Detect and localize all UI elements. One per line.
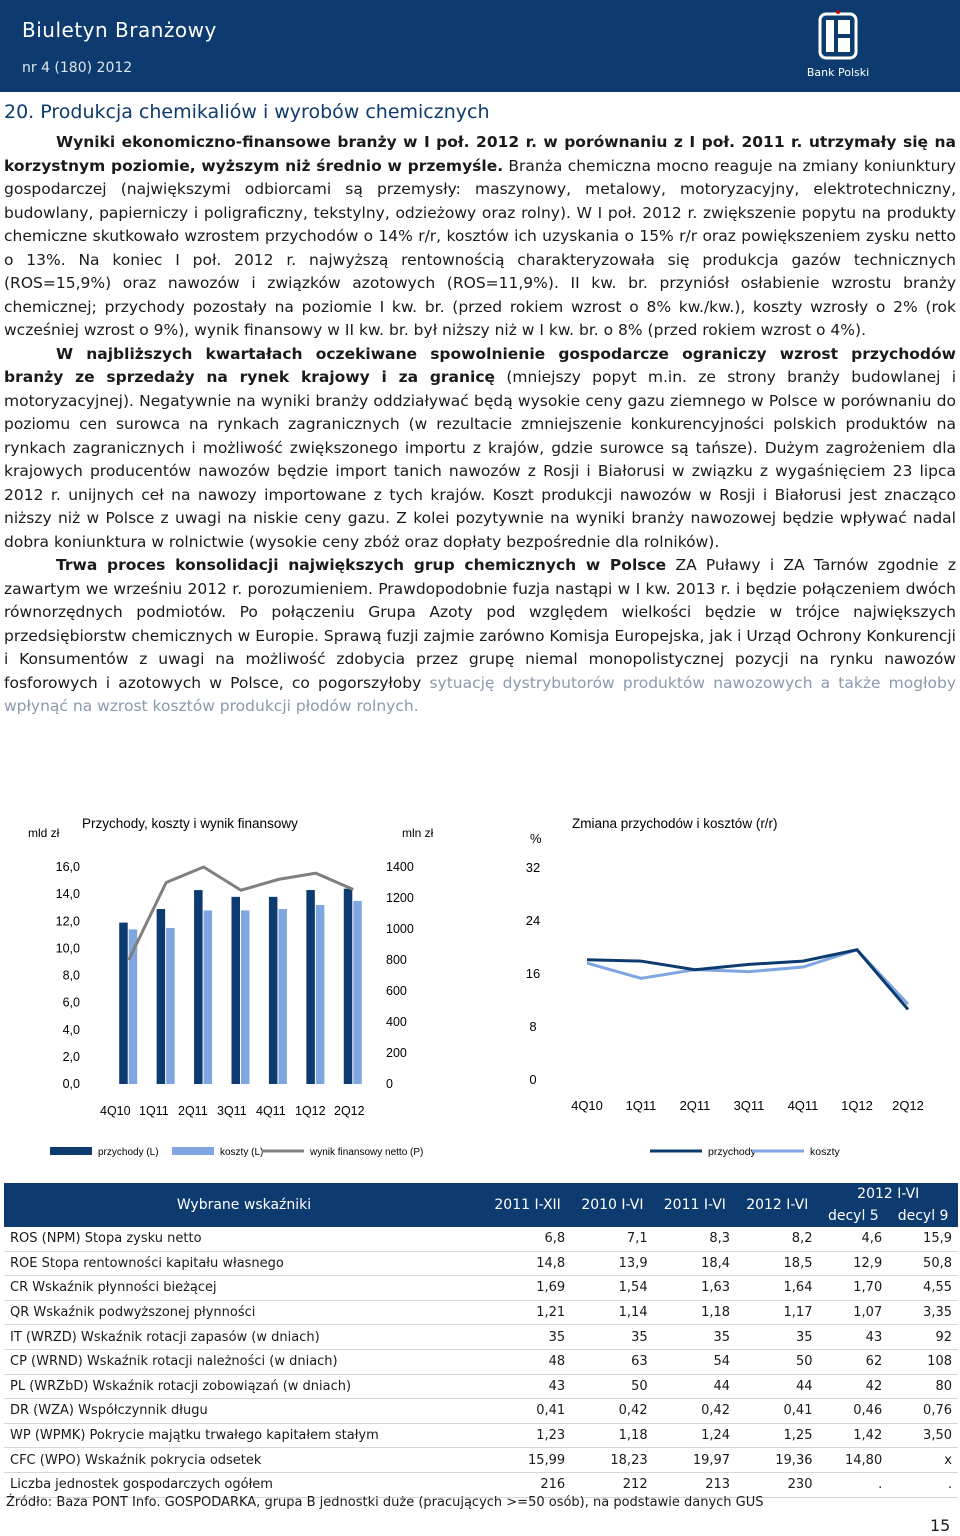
- indicator-value: 4,55: [888, 1276, 958, 1301]
- chart1-right-unit: mln zł: [402, 826, 434, 840]
- bar-koszty: [353, 901, 362, 1084]
- indicator-value: 0,42: [654, 1399, 736, 1424]
- right-tick-label: 1200: [386, 891, 414, 905]
- indicator-value: 0,41: [736, 1399, 818, 1424]
- y-tick-label: 0: [529, 1072, 537, 1087]
- paragraph-1-lead: Wyniki ekonomiczno-finansowe branży w I poł. 2012 r. w porównaniu z I poł. 2011 r. utrzymały się na korzystnym poziomie, wyższym niż średnio w przemyśle.: [4, 133, 956, 175]
- bar-przychody: [344, 889, 353, 1084]
- indicator-value: 1,23: [484, 1423, 571, 1448]
- indicator-value: 35: [736, 1325, 818, 1350]
- table-header-col-4: 2012 I-VI: [736, 1183, 818, 1227]
- bulletin-title: Biuletyn Branżowy: [22, 18, 217, 42]
- indicator-value: 14,80: [818, 1448, 888, 1473]
- issue-number: nr 4 (180) 2012: [22, 60, 133, 76]
- indicator-value: 0,46: [818, 1399, 888, 1424]
- legend-swatch: [172, 1147, 214, 1155]
- indicator-name: WP (WPMK) Pokrycie majątku trwałego kapitałem stałym: [4, 1423, 484, 1448]
- category-label: 3Q11: [217, 1104, 247, 1118]
- indicator-value: .: [818, 1472, 888, 1497]
- indicator-value: 80: [888, 1374, 958, 1399]
- category-label: 1Q12: [841, 1098, 873, 1113]
- indicator-value: 15,9: [888, 1227, 958, 1251]
- indicator-name: DR (WZA) Współczynnik długu: [4, 1399, 484, 1424]
- legend-swatch: [50, 1147, 92, 1155]
- indicator-value: 18,23: [571, 1448, 653, 1473]
- indicator-value: 18,5: [736, 1251, 818, 1276]
- section-title: 20. Produkcja chemikaliów i wyrobów chemicznych: [4, 101, 490, 123]
- indicator-value: 1,25: [736, 1423, 818, 1448]
- indicator-value: 19,36: [736, 1448, 818, 1473]
- table-header-col-3: 2011 I-VI: [654, 1183, 736, 1227]
- revenue-cost-change-chart: [480, 805, 960, 1165]
- legend-label: przychody (L): [98, 1147, 159, 1158]
- category-label: 4Q11: [256, 1104, 286, 1118]
- indicator-value: 1,63: [654, 1276, 736, 1301]
- paragraph-1-text: Branża chemiczna mocno reaguje na zmiany koniunktury gospodarczej (największymi odbiorcami są przemysły: maszynowy, metalowy, motoryzacyjny, elektrotechniczny, budowlany, papierniczy i poligraficzny, tekstylny, odzieżowy oraz rolny). W I poł. 2012 r. zwiększenie popytu na produkty chemiczne skutkowało wzrostem przychodów o 14% r/r, kosztów ich uzyskania o 15% r/r oraz powiększeniem zysku netto o 13%. Na koniec I poł. 2012 r. najwyższą rentownością charakteryzowała się produkcja gazów technicznych (ROS=15,9%) oraz nawozów i związków azotowych (ROS=11,9%). II kw. br. przyniósł osłabienie wzrostu branży chemicznej; przychody pozostały na poziomie I kw. br. (przed rokiem wzrost o 8% kw./kw.), koszty wzrosły o 2% (rok wcześniej wzrost o 9%), wynik finansowy w II kw. br. był niższy niż w I kw. br. o 8% (przed rokiem wzrost o 4%).: [4, 156, 956, 339]
- bar-koszty: [278, 909, 287, 1084]
- indicator-value: 1,18: [571, 1423, 653, 1448]
- indicator-value: 18,4: [654, 1251, 736, 1276]
- indicator-value: 4,6: [818, 1227, 888, 1251]
- paragraph-2: [4, 343, 956, 555]
- category-label: 2Q11: [178, 1104, 208, 1118]
- bar-przychody: [269, 897, 278, 1084]
- table-header-title: Wybrane wskaźniki: [4, 1183, 484, 1227]
- table-header-col-2: 2010 I-VI: [571, 1183, 653, 1227]
- left-tick-label: 12,0: [55, 914, 80, 929]
- bar-koszty: [241, 910, 250, 1084]
- paragraph-2-text: (mniejszy popyt m.in. ze strony branży budowlanej i motoryzacyjnej). Negatywnie na wyniki branży oddziaływać będą wysokie ceny gazu ziemnego w Polsce w porównaniu do poziomu cen surowca na rynkach zagranicznych (w rezultacie zmniejszenie konkurencyjności polskich produktów na rynkach zagranicznych i możliwość zwiększonego importu z krajów, gdzie surowce są tańsze). Dużym zagrożeniem dla krajowych producentów nawozów będzie import tanich nawozów z Rosji i Białorusi w związku z wygaśnięciem 23 lipca 2012 r. unijnych ceł na nawozy importowane z tych krajów. Koszt produkcji nawozów w Rosji i Białorusi jest znacząco niższy niż w Polsce z uwagi na niskie ceny gazu. Z kolei pozytywnie na wyniki branży nawozowej będzie wpływać nadal dobra koniunktura w rolnictwie (wysokie ceny zbóż oraz dopłaty bezpośrednie dla rolników).: [4, 368, 956, 551]
- indicator-name: CR Wskaźnik płynności bieżącej: [4, 1276, 484, 1301]
- indicator-name: CFC (WPO) Wskaźnik pokrycia odsetek: [4, 1448, 484, 1473]
- indicator-value: 108: [888, 1349, 958, 1374]
- table-row: [4, 1399, 958, 1424]
- legend-label: koszty (L): [220, 1147, 264, 1158]
- indicator-value: .: [888, 1472, 958, 1497]
- y-tick-label: 24: [525, 913, 541, 928]
- paragraph-3-lead: Trwa proces konsolidacji największych grup chemicznych w Polsce: [56, 556, 667, 574]
- paragraph-3: [4, 554, 956, 719]
- source-note: Źródło: Baza PONT Info. GOSPODARKA, grupa B jednostki duże (pracujących >=50 osób), na podstawie danych GUS: [6, 1495, 764, 1510]
- financial-indicators-table: [4, 1183, 958, 1498]
- y-tick-label: 8: [529, 1019, 537, 1034]
- category-label: 1Q12: [295, 1104, 326, 1118]
- y-tick-label: 32: [525, 860, 541, 875]
- left-tick-label: 6,0: [62, 995, 80, 1010]
- table-row: [4, 1349, 958, 1374]
- indicator-name: CP (WRND) Wskaźnik rotacji należności (w dniach): [4, 1349, 484, 1374]
- category-label: 2Q12: [334, 1104, 365, 1118]
- category-label: 3Q11: [733, 1098, 765, 1113]
- indicator-value: 0,42: [571, 1399, 653, 1424]
- right-tick-label: 200: [386, 1046, 407, 1060]
- table-row: [4, 1374, 958, 1399]
- indicator-value: 50: [571, 1374, 653, 1399]
- legend-label: wynik finansowy netto (P): [310, 1147, 424, 1158]
- right-tick-label: 0: [386, 1077, 393, 1091]
- indicator-value: 35: [571, 1325, 653, 1350]
- indicator-value: 1,69: [484, 1276, 571, 1301]
- indicator-value: 43: [484, 1374, 571, 1399]
- indicator-value: 3,50: [888, 1423, 958, 1448]
- right-tick-label: 800: [386, 953, 407, 967]
- indicator-value: 0,41: [484, 1399, 571, 1424]
- bar-koszty: [316, 905, 325, 1084]
- left-tick-label: 8,0: [62, 968, 80, 983]
- bar-przychody: [306, 890, 315, 1084]
- indicator-value: 54: [654, 1349, 736, 1374]
- category-label: 1Q11: [139, 1104, 169, 1118]
- indicator-value: 50: [736, 1349, 818, 1374]
- article-body: [4, 131, 956, 719]
- right-tick-label: 400: [386, 1015, 407, 1029]
- indicator-value: 43: [818, 1325, 888, 1350]
- paragraph-3-faded-text: sytuację dystrybutorów produktów nawozowych a także mogłoby wpłynąć na wzrost kosztów produkcji płodów rolnych.: [4, 673, 956, 715]
- indicator-value: x: [888, 1448, 958, 1473]
- indicator-name: QR Wskaźnik podwyższonej płynności: [4, 1300, 484, 1325]
- logo-caption: Bank Polski: [806, 66, 870, 79]
- table-header-decyl-9: decyl 9: [888, 1205, 958, 1227]
- indicator-value: 6,8: [484, 1227, 571, 1251]
- table-header-decyl-5: decyl 5: [818, 1205, 888, 1227]
- indicator-value: 7,1: [571, 1227, 653, 1251]
- table-row: [4, 1251, 958, 1276]
- table-header-group: 2012 I-VI: [818, 1183, 958, 1205]
- y-tick-label: 16: [525, 966, 541, 981]
- table-row: [4, 1472, 958, 1497]
- indicator-value: 48: [484, 1349, 571, 1374]
- paragraph-2-lead: W najbliższych kwartałach oczekiwane spowolnienie gospodarcze ograniczy wzrost przychodów branży ze sprzedaży na rynek krajowy i za granicę: [4, 344, 956, 386]
- indicator-value: 1,64: [736, 1276, 818, 1301]
- indicator-value: 50,8: [888, 1251, 958, 1276]
- chart1-title: Przychody, koszty i wynik finansowy: [82, 816, 298, 831]
- indicator-value: 230: [736, 1472, 818, 1497]
- indicator-value: 19,97: [654, 1448, 736, 1473]
- indicator-value: 1,24: [654, 1423, 736, 1448]
- indicator-value: 92: [888, 1325, 958, 1350]
- bar-przychody: [119, 923, 128, 1084]
- paragraph-3-text: ZA Puławy i ZA Tarnów zgodnie z zawartym we wrześniu 2012 r. porozumieniem. Prawdopodobnie fuzja nastąpi w I kw. 2013 r. i będzie połączeniem dwóch równorzędnych podmiotów. Po połączeniu Grupa Azoty pod względem wielkości będzie w trójce największych przedsiębiorstw chemicznych w Europie. Sprawą fuzji zajmie zarówno Komisja Europejska, jak i Urząd Ochrony Konkurencji i Konsumentów z uwagi na możliwość zdobycia przez grupę niemal monopolistycznej pozycji na rynku nawozów fosforowych i azotowych w Polsce, co pogorszyłoby: [4, 556, 956, 692]
- table-row: [4, 1448, 958, 1473]
- indicator-value: 44: [654, 1374, 736, 1399]
- table-row: [4, 1423, 958, 1448]
- left-tick-label: 0,0: [62, 1077, 80, 1091]
- indicator-value: 8,3: [654, 1227, 736, 1251]
- indicator-name: ROE Stopa rentowności kapitału własnego: [4, 1251, 484, 1276]
- category-label: 4Q10: [571, 1098, 603, 1113]
- legend-label: koszty: [810, 1146, 840, 1158]
- page-number: 15: [930, 1516, 951, 1535]
- indicator-value: 42: [818, 1374, 888, 1399]
- revenue-cost-profit-chart: [0, 805, 480, 1165]
- left-tick-label: 10,0: [55, 941, 80, 956]
- indicator-name: ROS (NPM) Stopa zysku netto: [4, 1227, 484, 1251]
- page-header: [0, 0, 960, 92]
- chart2-unit: %: [530, 831, 542, 846]
- legend-label: przychody: [708, 1146, 756, 1158]
- bar-przychody: [232, 897, 241, 1084]
- indicator-value: 1,70: [818, 1276, 888, 1301]
- table-row: [4, 1227, 958, 1251]
- indicator-value: 1,21: [484, 1300, 571, 1325]
- chart2-title: Zmiana przychodów i kosztów (r/r): [572, 816, 778, 831]
- indicator-name: PL (WRZbD) Wskaźnik rotacji zobowiązań (w dniach): [4, 1374, 484, 1399]
- right-tick-label: 1000: [386, 922, 414, 936]
- indicator-name: Liczba jednostek gospodarczych ogółem: [4, 1472, 484, 1497]
- line-koszty: [587, 950, 908, 1004]
- table-row: [4, 1300, 958, 1325]
- indicator-value: 1,42: [818, 1423, 888, 1448]
- indicator-value: 1,18: [654, 1300, 736, 1325]
- indicator-value: 15,99: [484, 1448, 571, 1473]
- left-tick-label: 2,0: [62, 1049, 80, 1064]
- indicator-name: IT (WRZD) Wskaźnik rotacji zapasów (w dniach): [4, 1325, 484, 1350]
- paragraph-1: [4, 131, 956, 343]
- indicator-value: 44: [736, 1374, 818, 1399]
- indicator-value: 63: [571, 1349, 653, 1374]
- table-header-col-1: 2011 I-XII: [484, 1183, 571, 1227]
- indicator-value: 14,8: [484, 1251, 571, 1276]
- indicator-value: 35: [484, 1325, 571, 1350]
- indicator-value: 12,9: [818, 1251, 888, 1276]
- left-tick-label: 16,0: [55, 860, 80, 874]
- right-tick-label: 1400: [386, 860, 414, 874]
- category-label: 1Q11: [625, 1098, 657, 1113]
- bar-przychody: [194, 890, 203, 1084]
- table-header-row-1: [4, 1183, 958, 1205]
- category-label: 2Q11: [679, 1098, 711, 1113]
- indicator-value: 0,76: [888, 1399, 958, 1424]
- left-tick-label: 4,0: [62, 1022, 80, 1037]
- indicator-value: 13,9: [571, 1251, 653, 1276]
- indicator-value: 62: [818, 1349, 888, 1374]
- indicator-value: 216: [484, 1472, 571, 1497]
- indicator-value: 35: [654, 1325, 736, 1350]
- indicator-value: 213: [654, 1472, 736, 1497]
- table-row: [4, 1325, 958, 1350]
- table-row: [4, 1276, 958, 1301]
- indicator-value: 1,14: [571, 1300, 653, 1325]
- indicator-value: 212: [571, 1472, 653, 1497]
- bar-koszty: [204, 910, 213, 1084]
- indicator-value: 8,2: [736, 1227, 818, 1251]
- indicator-value: 3,35: [888, 1300, 958, 1325]
- category-label: 2Q12: [892, 1098, 924, 1113]
- category-label: 4Q10: [100, 1104, 131, 1118]
- bar-koszty: [166, 928, 175, 1084]
- indicator-value: 1,17: [736, 1300, 818, 1325]
- indicator-value: 1,54: [571, 1276, 653, 1301]
- chart1-left-unit: mld zł: [28, 826, 60, 840]
- left-tick-label: 14,0: [55, 887, 80, 902]
- category-label: 4Q11: [787, 1098, 819, 1113]
- indicator-value: 1,07: [818, 1300, 888, 1325]
- bar-przychody: [157, 909, 166, 1084]
- line-przychody: [587, 950, 908, 1010]
- right-tick-label: 600: [386, 984, 407, 998]
